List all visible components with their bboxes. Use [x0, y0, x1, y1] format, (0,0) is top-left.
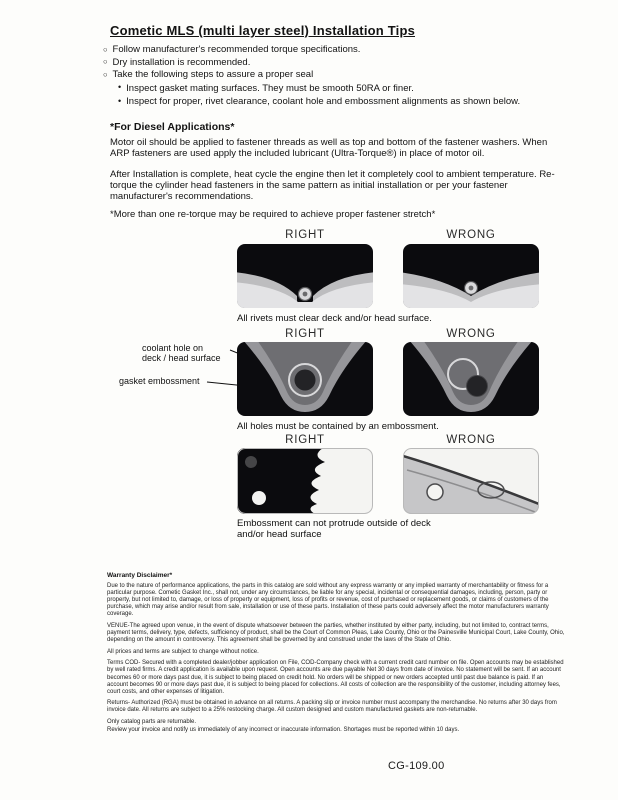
dot-bullet-icon: •	[118, 82, 122, 92]
right-label: RIGHT	[285, 434, 325, 446]
bullet-text: Dry installation is recommended.	[112, 56, 251, 68]
warranty-paragraph: VENUE-The agreed upon venue, in the event of dispute whatsoever between the parties, whether instituted by either party, including, but not limited to, contract terms, payment terms, delivery, type, defects, sufficiency of product, shall be the Court of Common Pleas, Lake County, Ohio or the Painesville Municipal Court, Lake County, Ohio, depending on the amount in controversy. This agreement shall be governed by and construed under the laws of the State of Ohio.	[107, 622, 565, 644]
embossment-right-image	[237, 448, 373, 514]
coolant-hole-annotation	[142, 343, 221, 363]
bullet-item	[103, 70, 520, 80]
circle-bullet-icon: ○	[103, 69, 108, 79]
wrong-label: WRONG	[446, 328, 496, 340]
coolant-hole-right-image	[237, 342, 373, 416]
annotation-line: deck / head surface	[142, 353, 221, 363]
coolant-hole-caption: All holes must be contained by an embossment.	[237, 421, 439, 432]
annotation-line: coolant hole on	[142, 343, 204, 353]
bullet-item	[103, 45, 520, 55]
diesel-paragraph-1: Motor oil should be applied to fastener threads as well as top and bottom of the fastener washers. When ARP fasteners are used apply the included lubricant (Ultra-Torque®) in place of motor oil.	[110, 137, 548, 159]
rivet-caption: All rivets must clear deck and/or head surface.	[237, 313, 432, 324]
gasket-embossment-annotation: gasket embossment	[119, 376, 200, 386]
rivet-clearance-wrong-image	[403, 244, 539, 308]
dot-bullet-icon: •	[118, 95, 122, 106]
circle-bullet-icon: ○	[103, 44, 108, 54]
warranty-heading: Warranty Disclaimer*	[107, 572, 173, 579]
wrong-label: WRONG	[446, 434, 496, 446]
warranty-paragraph: All prices and terms are subject to change without notice.	[107, 648, 259, 655]
bullet-text: Take the following steps to assure a proper seal	[112, 69, 314, 80]
warranty-paragraph: Review your invoice and notify us immediately of any incorrect or inaccurate information. Shortages must be reported within 10 days.	[107, 727, 460, 734]
sub-bullet-item	[118, 83, 520, 94]
bullet-text: Follow manufacturer's recommended torque specifications.	[112, 44, 361, 55]
embossment-caption	[237, 518, 431, 540]
page-code: CG-109.00	[388, 760, 445, 772]
warranty-paragraph: Due to the nature of performance applications, the parts in this catalog are sold without any express warranty or any implied warranty of merchantability or fitness for a particular purpose. Cometic Gasket Inc., shall not, under any circumstances, be liable for any special, incidental or consequential damages, including, person, party or property, but not limited to, damage, or loss of property or equipment, loss of profits or revenue, cost of purchased or replacement goods, or claims of customers of the purchase, which may arise and/or result from sale, installation or use of these parts. Installation of these parts could adversely affect the motor manufacturers warranty coverage.	[107, 583, 549, 618]
warranty-paragraph: Terms COD- Secured with a completed dealer/jobber application on File, COD-Company check with a current credit card number on file. Open accounts may be established by well rated firms. A credit application is available upon request. Open accounts are due payable Net 30 days from date of invoice. No statement will be sent. If an account becomes 60 or more days past due, it is subject to being placed on credit hold. No orders will be shipped or new orders accepted until past due balance is paid. If an account becomes 90 or more days past due, it is subject to being placed for collections. All costs of collection are the responsibility of the customer, including attorney fees, court costs, and other expenses of litigation.	[107, 660, 564, 695]
right-label: RIGHT	[285, 229, 325, 241]
caption-line: Embossment can not protrude outside of deck	[237, 518, 431, 529]
circle-bullet-icon: ○	[103, 57, 108, 66]
embossment-wrong-image	[403, 448, 539, 514]
warranty-paragraph: Returns- Authorized (RGA) must be obtained in advance on all returns. A packing slip or invoice number must accompany the merchandise. No returns after 30 days from invoice date. All returns are subject to a 25% restocking charge. All custom designed and custom manufactured gaskets are non-returnable.	[107, 700, 557, 714]
warranty-paragraph: Only catalog parts are returnable.	[107, 719, 197, 725]
right-label: RIGHT	[285, 328, 325, 340]
rivet-clearance-right-image	[237, 244, 373, 308]
wrong-label: WRONG	[446, 229, 496, 241]
coolant-hole-wrong-image	[403, 342, 539, 416]
sub-bullet-item	[118, 96, 520, 107]
diesel-section-heading: *For Diesel Applications*	[110, 121, 235, 133]
bullet-text: Inspect for proper, rivet clearance, coolant hole and embossment alignments as shown below.	[126, 96, 521, 107]
bullet-text: Inspect gasket mating surfaces. They must be smooth 50RA or finer.	[126, 82, 414, 94]
retorque-note: *More than one re-torque may be required to achieve proper fastener stretch*	[110, 209, 436, 220]
diesel-paragraph-2: After Installation is complete, heat cycle the engine then let it completely cool to ambient temperature. Re-torque the cylinder head fasteners in the same pattern as initial installation or per your fastener manufacturer's recommendations.	[110, 169, 555, 202]
caption-line: and/or head surface	[237, 529, 322, 540]
tips-bullet-list	[103, 45, 520, 107]
page-title: Cometic MLS (multi layer steel) Installation Tips	[110, 23, 416, 38]
warranty-disclaimer-section	[107, 572, 565, 739]
bullet-item	[103, 58, 520, 68]
